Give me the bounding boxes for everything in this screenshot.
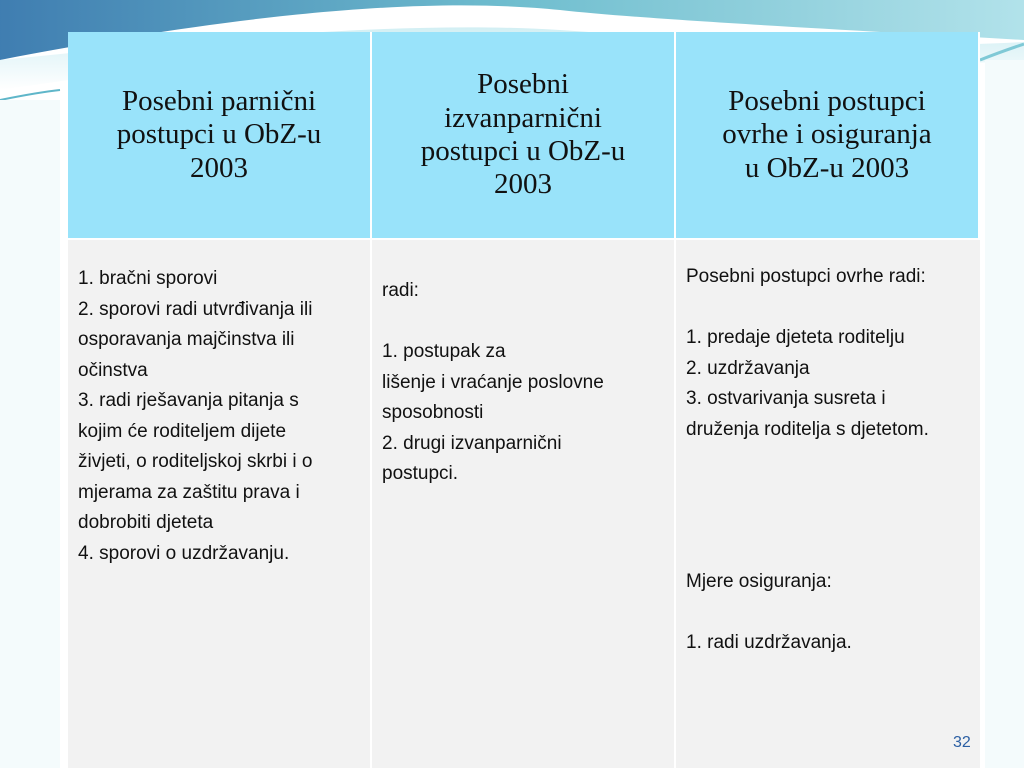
list-item: 1. predaje djeteta roditelju <box>686 327 905 348</box>
list-item: 3. ostvarivanja susreta i <box>686 388 886 409</box>
header-cell-parnicni <box>68 32 372 238</box>
header-text: Posebni izvanparnični postupci u ObZ-u 2003 <box>420 68 626 201</box>
list-item: 2. sporovi radi utvrđivanja ili <box>78 298 313 320</box>
body-cell-izvanparnicni <box>372 238 676 768</box>
header-text: Posebni parnični postupci u ObZ-u 2003 <box>116 84 322 184</box>
cell-intro: radi: <box>382 280 419 301</box>
list-item: 2. drugi izvanparnični <box>382 432 562 454</box>
list-item: mjerama za zaštitu prava i <box>78 481 300 503</box>
body-cell-parnicni <box>68 238 372 768</box>
list-item: sposobnosti <box>382 402 484 423</box>
header-cell-ovrha <box>676 32 980 238</box>
list-item: kojim će roditeljem dijete <box>78 420 287 442</box>
list-item: 1. bračni sporovi <box>78 268 218 289</box>
list-item: 1. postupak za <box>382 341 506 362</box>
list-item: lišenje i vraćanje poslovne <box>382 371 604 393</box>
page-number: 32 <box>953 734 971 751</box>
list-item: postupci. <box>382 463 459 484</box>
list-item: 3. radi rješavanja pitanja s <box>78 390 299 411</box>
list-item: osporavanja majčinstva ili <box>78 329 295 350</box>
header-text: Posebni postupci ovrhe i osiguranja u ObZ-u 2003 <box>722 84 932 184</box>
list-item: 4. sporovi o uzdržavanju. <box>78 542 290 564</box>
header-cell-izvanparnicni <box>372 32 676 238</box>
list-item: 2. uzdržavanja <box>686 357 810 379</box>
list-item: dobrobiti djeteta <box>78 512 214 533</box>
section-title: Mjere osiguranja: <box>686 571 832 592</box>
list-item: živjeti, o roditeljskoj skrbi i o <box>78 451 313 472</box>
list-item: druženja roditelja s djetetom. <box>686 418 929 440</box>
cell-intro: Posebni postupci ovrhe radi: <box>686 266 926 287</box>
comparison-table <box>68 32 980 768</box>
body-cell-ovrha <box>676 238 980 768</box>
list-item: očinstva <box>78 359 148 381</box>
list-item: 1. radi uzdržavanja. <box>686 632 852 653</box>
